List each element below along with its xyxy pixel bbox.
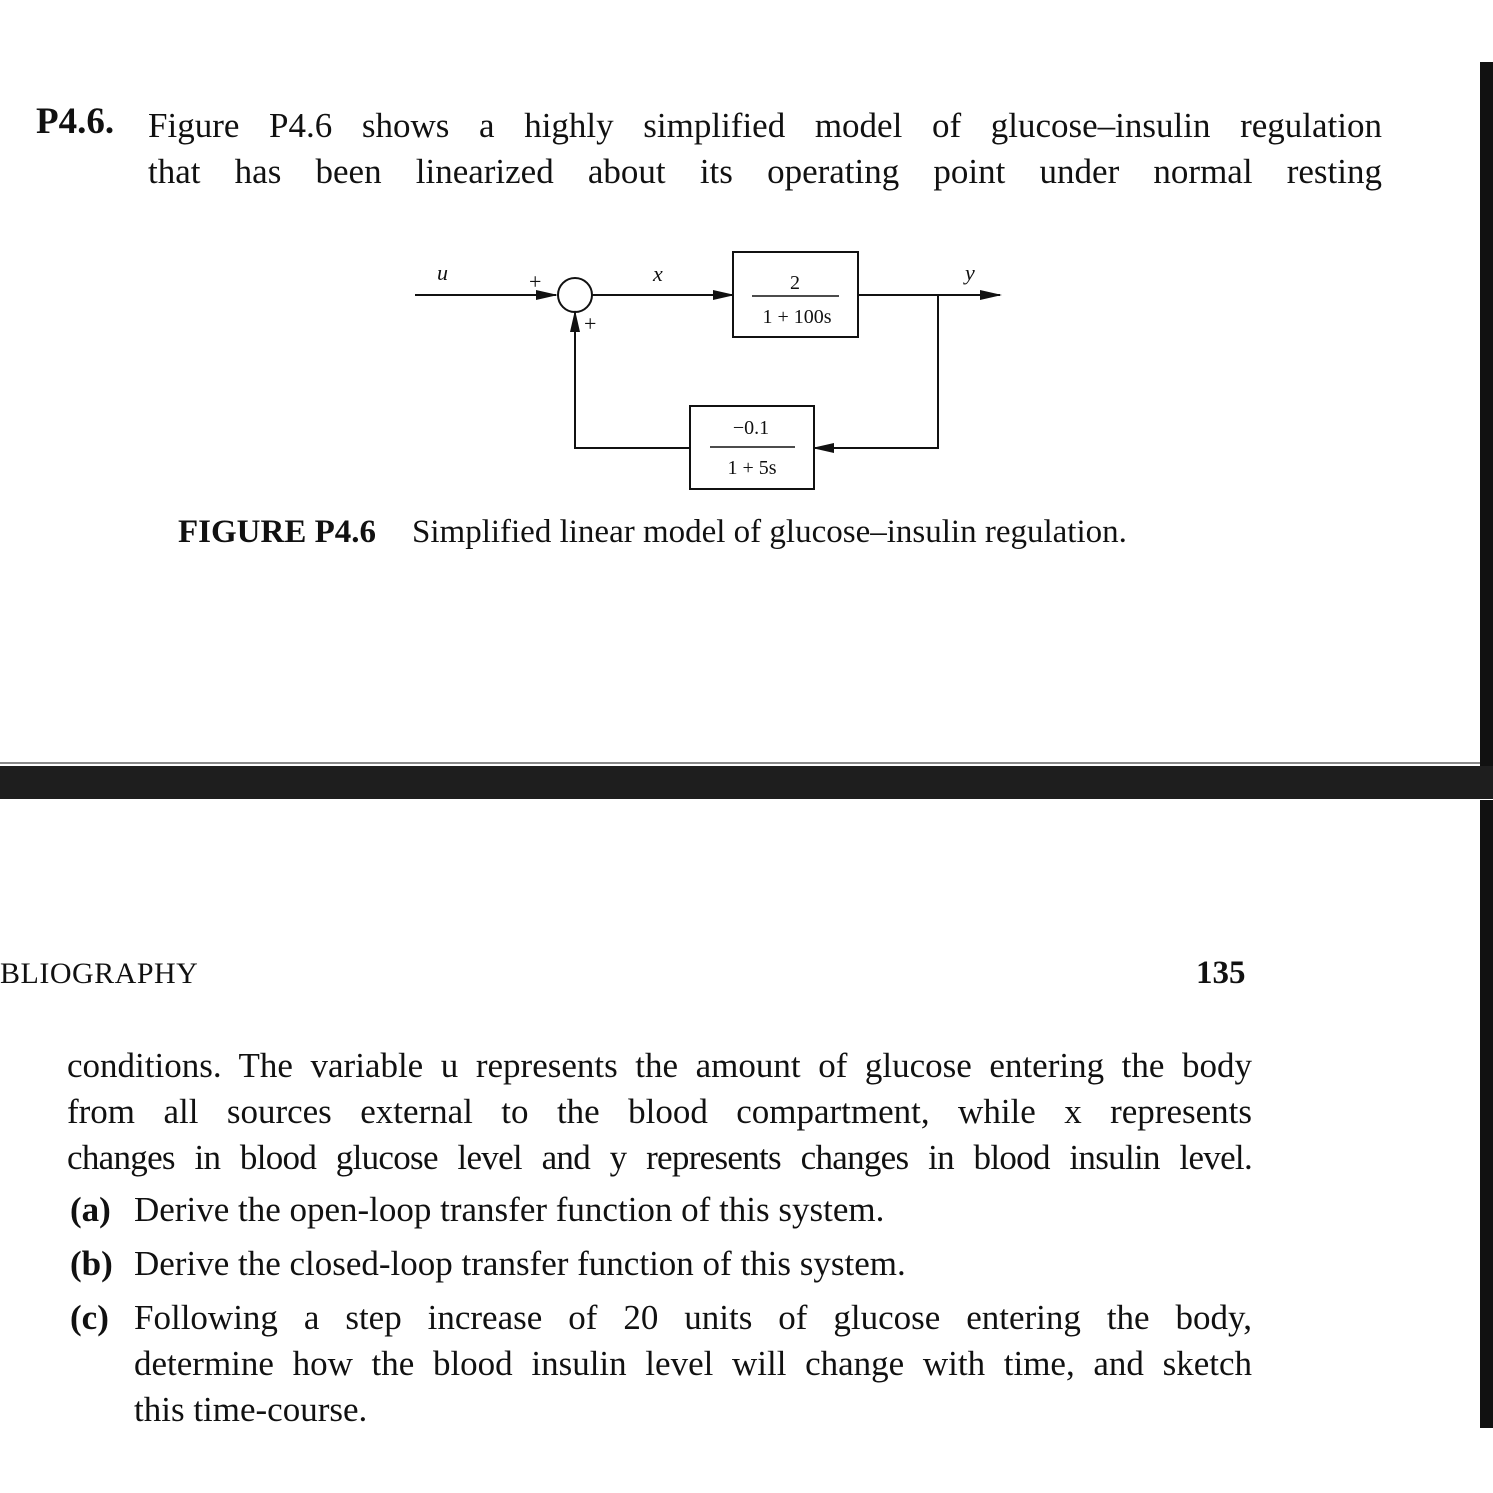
question-b <box>70 1244 906 1284</box>
sum-sign-feedback: + <box>584 311 597 336</box>
intermediate-label-x: x <box>653 261 663 286</box>
block-diagram <box>400 240 1020 500</box>
running-head: BLIOGRAPHY <box>0 957 199 990</box>
question-b-label: (b) <box>70 1244 113 1283</box>
question-c-line-1: Following a step increase of 20 units of glucose entering the body, <box>134 1298 1252 1337</box>
question-a-text: Derive the open-loop transfer function of this system. <box>134 1190 885 1229</box>
summing-junction <box>558 278 592 312</box>
problem-label: P4.6. <box>36 101 115 142</box>
page-edge-shadow-top <box>1480 62 1493 767</box>
feedback-denominator: 1 + 5s <box>727 457 777 479</box>
question-c-label-wrap <box>70 1298 134 1338</box>
problem-line-1: Figure P4.6 shows a highly simplified model of glucose–insulin regulation <box>148 106 1382 145</box>
figure-caption <box>178 514 1127 551</box>
page-bottom-rule <box>0 762 1480 764</box>
body-line-1: conditions. The variable u represents the amount of glucose entering the body <box>67 1046 1252 1085</box>
figure-caption-text: Simplified linear model of glucose–insulin regulation. <box>412 514 1127 550</box>
sum-sign-input: + <box>529 269 542 294</box>
question-c-line-2: determine how the blood insulin level will change with time, and sketch <box>134 1344 1252 1383</box>
output-label-y: y <box>965 260 975 285</box>
page-separator-band <box>0 766 1493 799</box>
body-line-3: changes in blood glucose level and y represents changes in blood insulin level. <box>67 1138 1252 1177</box>
problem-line-2: that has been linearized about its operating point under normal resting <box>148 152 1382 191</box>
question-c-line-3: this time-course. <box>134 1390 368 1429</box>
figure-label: FIGURE P4.6 <box>178 514 376 550</box>
forward-numerator: 2 <box>790 272 800 294</box>
body-line-2: from all sources external to the blood compartment, while x represents <box>67 1092 1252 1131</box>
question-a <box>70 1190 884 1230</box>
page-number: 135 <box>1196 955 1246 991</box>
question-c-label: (c) <box>70 1298 109 1337</box>
forward-denominator: 1 + 100s <box>762 306 832 328</box>
feedback-numerator: −0.1 <box>732 417 770 439</box>
input-label-u: u <box>437 260 448 285</box>
question-b-text: Derive the closed-loop transfer function of this system. <box>134 1244 906 1283</box>
question-a-label: (a) <box>70 1190 111 1229</box>
page-edge-shadow-bottom <box>1480 800 1493 1428</box>
